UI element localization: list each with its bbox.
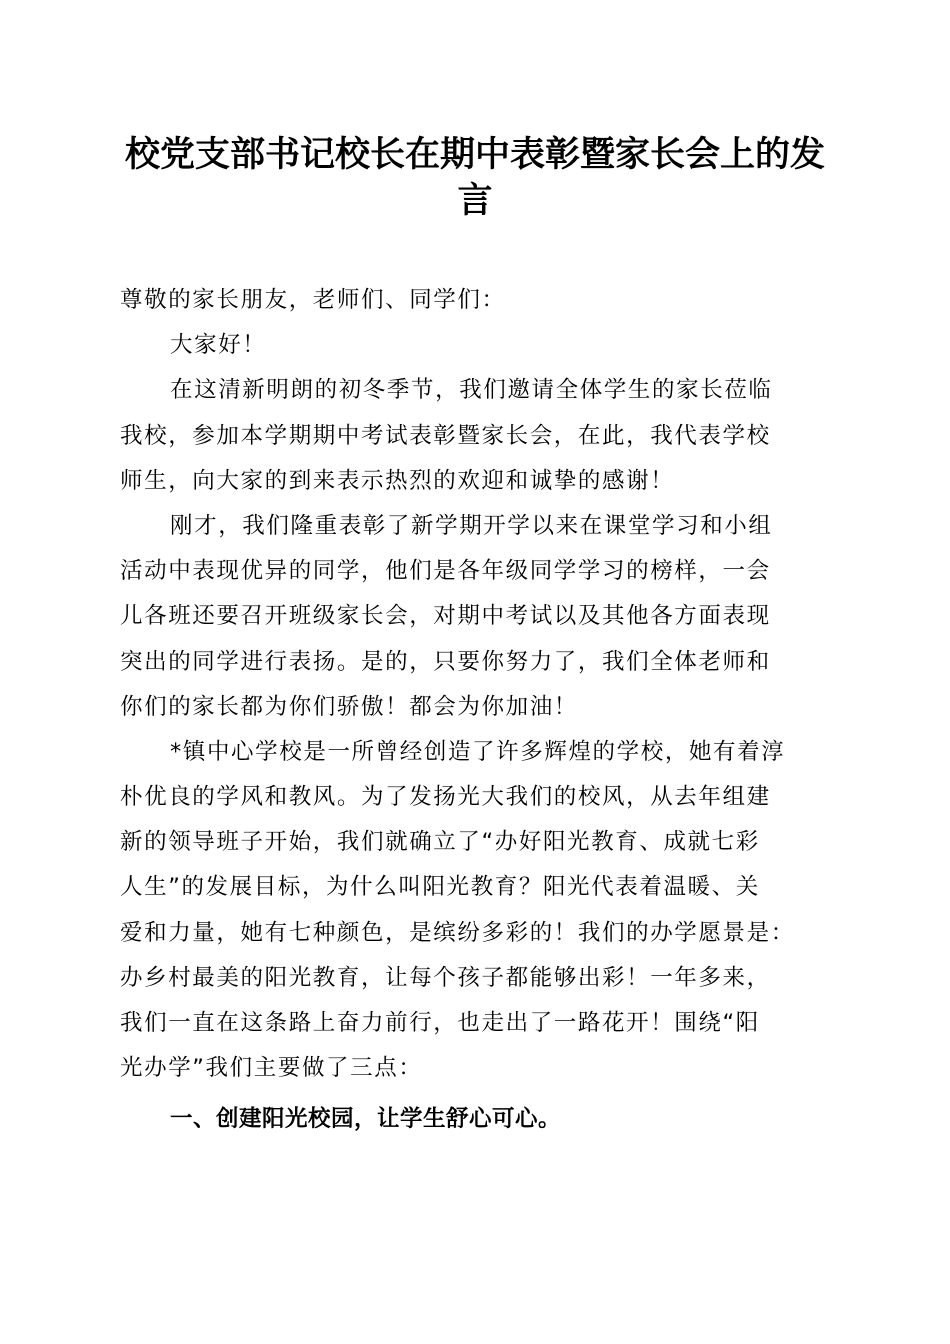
document-body (120, 278, 832, 1143)
paragraph-line: 儿各班还要召开班级家长会，对期中考试以及其他各方面表现 (120, 603, 771, 630)
salutation: 尊敬的家长朋友，老师们、同学们： (120, 287, 506, 313)
paragraph-line: 刚才，我们隆重表彰了新学期开学以来在课堂学习和小组 (170, 512, 773, 539)
paragraph-line: 我们一直在这条路上奋力前行，也走出了一路花开！围绕“阳 (120, 1010, 760, 1036)
paragraph-line: 爱和力量，她有七种颜色，是缤纷多彩的！我们的办学愿景是： (120, 919, 795, 946)
paragraph-line: 突出的同学进行表扬。是的，只要你努力了，我们全体老师和 (120, 648, 771, 675)
paragraph-line: *镇中心学校是一所曾经创造了许多辉煌的学校，她有着淳 (170, 738, 786, 765)
paragraph-line: 光办学”我们主要做了三点： (120, 1055, 423, 1082)
paragraph-line: 师生，向大家的到来表示热烈的欢迎和诚挚的感谢！ (120, 467, 675, 494)
paragraph-1 (120, 368, 832, 504)
paragraph-line: 你们的家长都为你们骄傲！都会为你加油！ (120, 693, 578, 720)
paragraph-2 (120, 504, 832, 730)
paragraph-3 (120, 730, 832, 1092)
paragraph-line: 办乡村最美的阳光教育，让每个孩子都能够出彩！一年多来， (120, 964, 771, 991)
section-heading: 一、创建阳光校园，让学生舒心可心。 (170, 1106, 562, 1133)
paragraph-line: 在这清新明朗的初冬季节，我们邀请全体学生的家长莅临 (170, 377, 773, 404)
document-title (110, 132, 840, 224)
paragraph-line: 活动中表现优异的同学，他们是各年级同学学习的榜样，一会 (120, 558, 771, 585)
greeting: 大家好！ (170, 332, 267, 359)
paragraph-line: 新的领导班子开始，我们就确立了“办好阳光教育、成就七彩 (120, 829, 760, 856)
paragraph-line: 朴优良的学风和教风。为了发扬光大我们的校风，从去年组建 (120, 784, 771, 811)
title-line-1: 校党支部书记校长在期中表彰暨家长会上的发 (124, 134, 825, 175)
title-line-2: 言 (457, 180, 493, 221)
paragraph-line: 人生”的发展目标，为什么叫阳光教育？阳光代表着温暖、关 (120, 874, 760, 901)
paragraph-line: 我校，参加本学期期中考试表彰暨家长会，在此，我代表学校 (120, 422, 771, 449)
